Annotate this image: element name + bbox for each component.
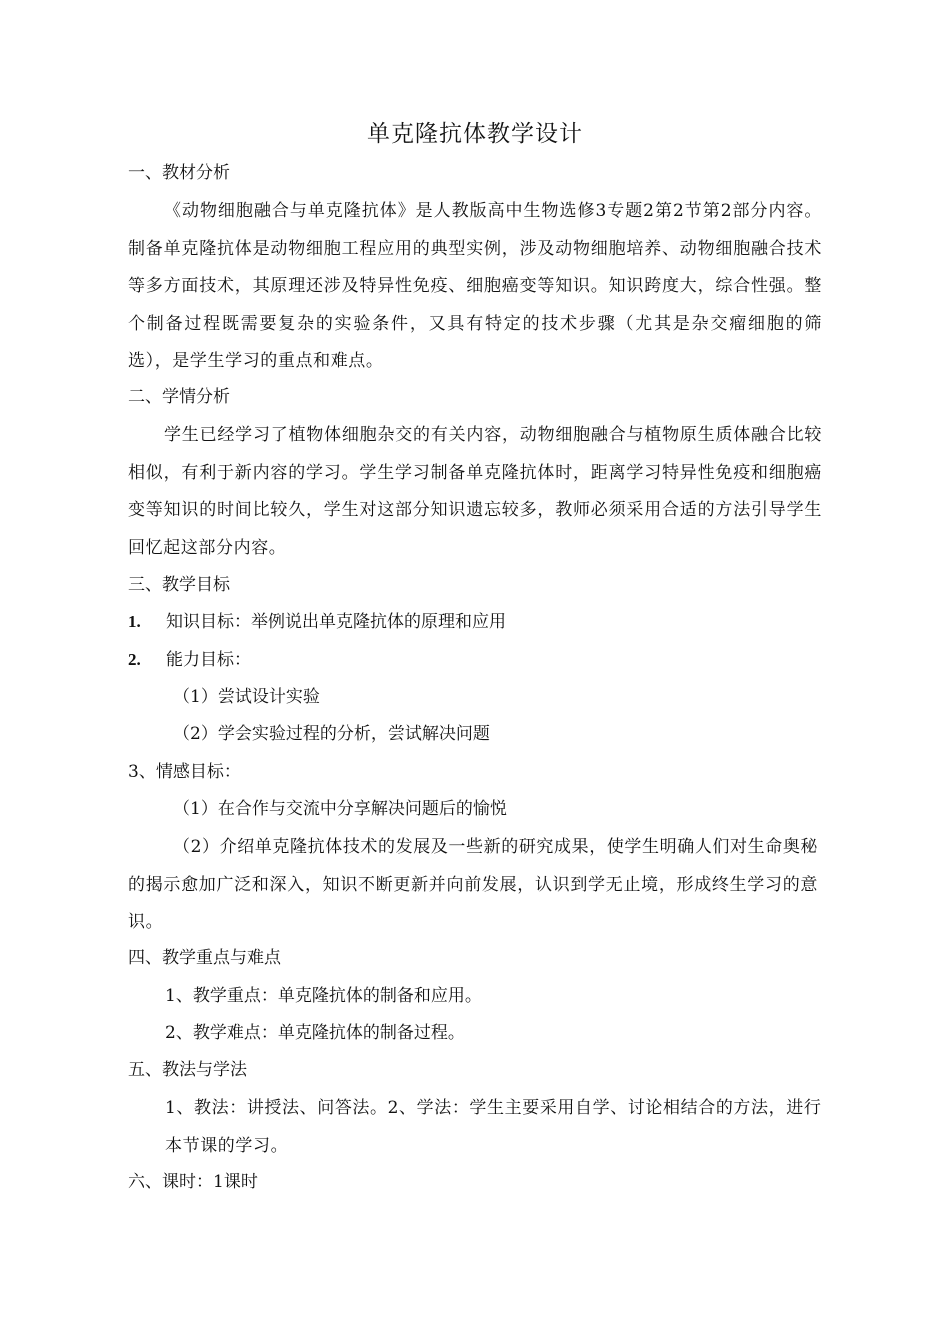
goal-item-ability: [128, 650, 251, 670]
emotion-sub-item-2: （2）介绍单克隆抗体技术的发展及一些新的研究成果，使学生明确人们对生命奥秘的揭示愈加广泛和深入，知识不断更新并向前发展，认识到学无止境，形成终生学习的意识。: [128, 837, 819, 932]
section-heading-key-points: 四、教学重点与难点: [128, 948, 281, 968]
goal-text: 能力目标：: [166, 650, 251, 670]
difficult-point-item: 2、教学难点：单克隆抗体的制备过程。: [165, 1023, 465, 1043]
section-heading-textbook-analysis: 一、教材分析: [128, 163, 230, 183]
section-body-textbook-analysis: 《动物细胞融合与单克隆抗体》是人教版高中生物选修3专题2第2节第2部分内容。制备单克隆抗体是动物细胞工程应用的典型实例，涉及动物细胞培养、动物细胞融合技术等多方面技术，其原理还涉及特异性免疫、细胞癌变等知识。知识跨度大，综合性强。整个制备过程既需要复杂的实验条件，又具有特定的技术步骤（尤其是杂交瘤细胞的筛选），是学生学习的重点和难点。: [128, 201, 822, 371]
goal-number: 1.: [128, 612, 141, 631]
section-heading-student-analysis: 二、学情分析: [128, 387, 230, 407]
document-title: 单克隆抗体教学设计: [367, 121, 583, 147]
ability-sub-item-2: （2）学会实验过程的分析，尝试解决问题: [173, 724, 490, 744]
key-point-item: 1、教学重点：单克隆抗体的制备和应用。: [165, 986, 482, 1006]
section-body-student-analysis: 学生已经学习了植物体细胞杂交的有关内容，动物细胞融合与植物原生质体融合比较相似，有利于新内容的学习。学生学习制备单克隆抗体时，距离学习特异性免疫和细胞癌变等知识的时间比较久，学生对这部分知识遗忘较多，教师必须采用合适的方法引导学生回忆起这部分内容。: [128, 425, 822, 558]
section-heading-methods: 五、教法与学法: [128, 1060, 247, 1080]
section-body-methods: 1、教法：讲授法、问答法。2、学法：学生主要采用自学、讨论相结合的方法，进行本节课的学习。: [165, 1098, 822, 1156]
goal-number: 2.: [128, 650, 141, 669]
goal-text: 知识目标：举例说出单克隆抗体的原理和应用: [166, 612, 506, 632]
section-heading-teaching-goals: 三、教学目标: [128, 575, 230, 595]
goal-item-knowledge: [128, 612, 506, 632]
section-heading-class-hours: 六、课时：1课时: [128, 1172, 258, 1192]
ability-sub-item-1: （1）尝试设计实验: [173, 687, 320, 707]
emotion-sub-item-1: （1）在合作与交流中分享解决问题后的愉悦: [173, 799, 507, 819]
goal-item-emotion: 3、情感目标：: [128, 762, 241, 782]
